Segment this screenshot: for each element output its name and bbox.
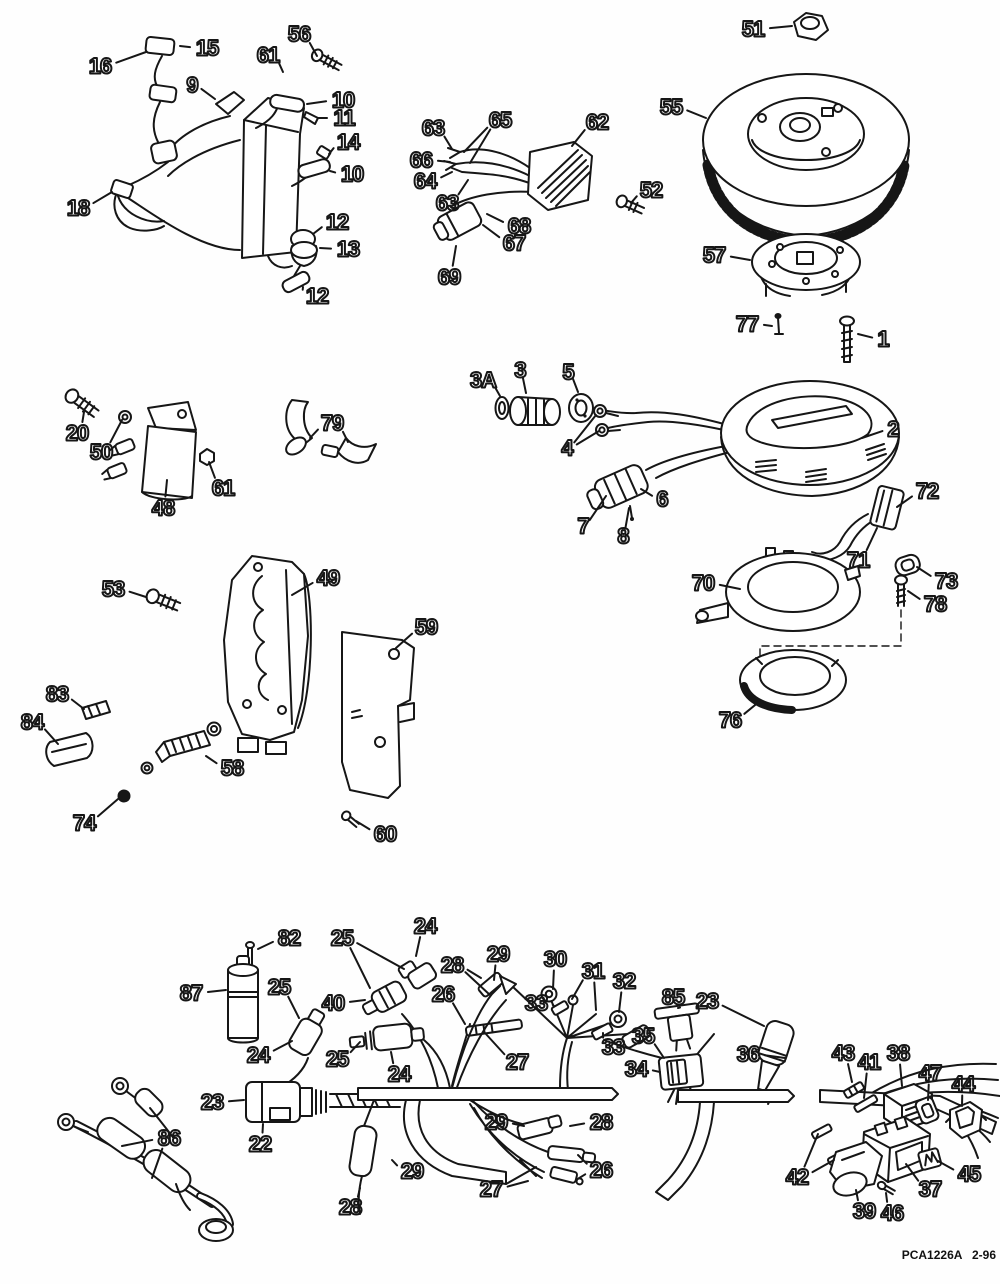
- callout-63-18: 63: [435, 190, 459, 216]
- callout-45-93: 45: [957, 1161, 981, 1187]
- leader-line-24-58: [416, 937, 420, 956]
- leader-line-52-22: [631, 196, 637, 203]
- flywheel-drawing: [703, 13, 909, 242]
- callout-4-31: 4: [561, 435, 573, 461]
- leader-line-16-0: [116, 52, 146, 63]
- leader-line-73-38: [917, 567, 931, 576]
- leader-line-23-76: [723, 1006, 764, 1026]
- pin-77-drawing: [775, 313, 784, 334]
- leader-line-29-69: [494, 965, 495, 980]
- callout-73-38: 73: [934, 568, 958, 594]
- leader-line-10-5: [307, 101, 326, 104]
- callout-12-10: 12: [325, 209, 349, 235]
- callout-57-25: 57: [702, 242, 726, 268]
- leader-line-87-56: [208, 990, 226, 992]
- leader-line-77-26: [764, 325, 772, 326]
- callout-27-84: 27: [479, 1176, 503, 1202]
- callout-24-63: 24: [246, 1042, 270, 1068]
- callout-31-71: 31: [581, 958, 605, 984]
- leader-line-12-10: [313, 227, 322, 234]
- callout-65-14: 65: [488, 107, 512, 133]
- leader-line-30-70: [553, 971, 554, 989]
- callout-77-26: 77: [735, 311, 759, 337]
- callout-18-9: 18: [66, 195, 90, 221]
- callout-58-52: 58: [220, 755, 244, 781]
- callout-7-34: 7: [577, 513, 589, 539]
- callout-1-27: 1: [877, 326, 889, 352]
- leader-line-78-40: [908, 591, 920, 599]
- callout-82-55: 82: [277, 925, 301, 951]
- callout-10-5: 10: [331, 87, 355, 113]
- callout-22-67: 22: [248, 1131, 272, 1157]
- callout-24-65: 24: [387, 1061, 411, 1087]
- callout-25-57: 25: [330, 925, 354, 951]
- callout-63-13: 63: [421, 115, 445, 141]
- leader-line-13-11: [320, 248, 331, 249]
- callout-42-92: 42: [785, 1164, 809, 1190]
- callout-70-39: 70: [691, 570, 715, 596]
- callout-26-83: 26: [589, 1157, 613, 1183]
- callout-25-64: 25: [325, 1046, 349, 1072]
- leader-line-40-61: [350, 1000, 365, 1002]
- callout-5-30: 5: [562, 359, 574, 385]
- leader-line-57-25: [731, 257, 750, 260]
- callout-64-17: 64: [413, 168, 437, 194]
- callout-66-16: 66: [409, 147, 433, 173]
- leader-line-64-17: [441, 172, 452, 177]
- leader-line-51-23: [770, 26, 792, 28]
- leader-line-62-15: [572, 130, 585, 146]
- leader-line-58-52: [206, 756, 217, 763]
- callout-29-69: 29: [486, 941, 510, 967]
- leader-line-47-90: [928, 1085, 929, 1100]
- leader-line-25-62: [288, 997, 299, 1018]
- leader-line-53-47: [130, 592, 146, 597]
- callout-12-12: 12: [305, 283, 329, 309]
- leader-line-61-3: [279, 64, 283, 72]
- leader-line-83-50: [72, 700, 84, 709]
- leader-line-5-30: [573, 379, 578, 392]
- callout-2-32: 2: [887, 416, 899, 442]
- callout-49-48: 49: [316, 565, 340, 591]
- callout-67-20: 67: [502, 230, 526, 256]
- leader-line-68-19: [487, 214, 503, 222]
- leader-line-32-72: [619, 992, 621, 1012]
- callout-44-91: 44: [951, 1071, 975, 1097]
- callout-40-61: 40: [321, 990, 345, 1016]
- callout-28-82: 28: [589, 1109, 613, 1135]
- leader-line-3A-28: [495, 388, 500, 396]
- leader-line-67-20: [483, 225, 499, 237]
- screw-1-drawing: [840, 317, 854, 363]
- leader-line-43-87: [848, 1064, 852, 1082]
- callout-61-3: 61: [256, 42, 280, 68]
- callout-3a-28: 3A: [469, 367, 497, 393]
- callout-69-21: 69: [437, 264, 461, 290]
- callout-10-8: 10: [340, 161, 364, 187]
- callout-87-56: 87: [179, 980, 203, 1006]
- leader-line-23-66: [229, 1100, 244, 1101]
- callout-68-19: 68: [507, 213, 531, 239]
- leader-line-60-54: [356, 821, 369, 829]
- callout-8-35: 8: [617, 523, 629, 549]
- leader-line-27-84: [506, 1167, 536, 1184]
- leader-line-15-1: [180, 46, 190, 47]
- callout-14-7: 14: [336, 129, 360, 155]
- callout-9-4: 9: [186, 72, 198, 98]
- callout-35-77: 35: [631, 1023, 655, 1049]
- callout-61-45: 61: [211, 475, 235, 501]
- leader-line-4-31: [577, 431, 599, 444]
- leader-line-25-57: [357, 943, 404, 969]
- callout-85-75: 85: [661, 984, 685, 1010]
- leader-line-9-4: [201, 89, 215, 99]
- callout-39-95: 39: [852, 1198, 876, 1224]
- leader-line-33-73: [553, 1005, 554, 1006]
- callout-84-51: 84: [20, 709, 44, 735]
- leader-line-74-53: [98, 799, 118, 816]
- callout-6-33: 6: [656, 486, 668, 512]
- callout-26-60: 26: [431, 981, 455, 1007]
- leader-line-29-85: [392, 1160, 397, 1165]
- stator-drawing: [496, 381, 900, 521]
- callout-53-47: 53: [101, 576, 125, 602]
- callout-29-81: 29: [484, 1109, 508, 1135]
- callout-36-79: 36: [736, 1041, 760, 1067]
- leader-line-55-24: [687, 110, 706, 118]
- callout-37-94: 37: [918, 1176, 942, 1202]
- callout-46-96: 46: [880, 1200, 904, 1226]
- callout-59-49: 59: [414, 614, 438, 640]
- leader-line-79-46: [310, 430, 318, 438]
- callout-25-62: 25: [267, 974, 291, 1000]
- callout-62-15: 62: [585, 109, 609, 135]
- callout-47-90: 47: [918, 1060, 942, 1086]
- callout-33-73: 33: [524, 990, 548, 1016]
- callout-60-54: 60: [373, 821, 397, 847]
- callout-34-78: 34: [624, 1056, 648, 1082]
- callout-51-23: 51: [741, 16, 765, 42]
- callout-20-42: 20: [65, 420, 89, 446]
- callout-86-68: 86: [157, 1125, 181, 1151]
- callout-30-70: 30: [543, 946, 567, 972]
- callout-32-72: 32: [612, 968, 636, 994]
- callout-29-85: 29: [400, 1158, 424, 1184]
- callout-79-46: 79: [320, 410, 344, 436]
- callout-50-43: 50: [89, 439, 113, 465]
- callout-3-29: 3: [514, 357, 526, 383]
- callout-52-22: 52: [639, 177, 663, 203]
- callout-28-59: 28: [440, 952, 464, 978]
- leader-line-82-55: [258, 942, 273, 949]
- callout-15-1: 15: [195, 35, 219, 61]
- leader-line-1-27: [858, 334, 872, 338]
- leader-line-26-60: [453, 1003, 465, 1024]
- leader-line-28-82: [570, 1123, 584, 1126]
- callout-43-87: 43: [831, 1040, 855, 1066]
- callout-23-66: 23: [200, 1089, 224, 1115]
- callout-23-76: 23: [695, 988, 719, 1014]
- leader-line-38-89: [900, 1064, 902, 1086]
- leader-line-66-16: [438, 161, 450, 162]
- callout-72-36: 72: [915, 478, 939, 504]
- callout-16-0: 16: [88, 53, 112, 79]
- callout-11-6: 11: [333, 105, 355, 131]
- callout-41-88: 41: [857, 1049, 881, 1075]
- callout-76-41: 76: [718, 707, 742, 733]
- callout-74-53: 74: [72, 810, 96, 836]
- callout-71-37: 71: [846, 547, 870, 573]
- callout-33-74: 33: [601, 1034, 625, 1060]
- leader-line-31-71: [594, 983, 596, 1010]
- timer-base-drawing: [696, 485, 922, 710]
- leader-line-27-80: [485, 1033, 504, 1054]
- leader-line-63-18: [458, 180, 468, 194]
- leader-line-25-57: [350, 948, 370, 988]
- part-code: PCA1226A 2-96: [901, 1248, 996, 1262]
- callout-56-2: 56: [287, 21, 311, 47]
- callout-78-40: 78: [923, 591, 947, 617]
- callout-24-58: 24: [413, 913, 437, 939]
- callout-48-44: 48: [151, 495, 175, 521]
- callout-28-86: 28: [338, 1194, 362, 1220]
- callout-55-24: 55: [659, 94, 683, 120]
- leader-line-69-21: [453, 246, 456, 266]
- leader-line-42-92: [804, 1134, 818, 1167]
- callout-27-80: 27: [505, 1049, 529, 1075]
- leader-line-18-9: [93, 192, 112, 203]
- coil-plate-assembly-drawing: [110, 37, 331, 294]
- leader-line-10-8: [330, 171, 335, 172]
- flywheel-retainer-drawing: [752, 234, 860, 296]
- callout-83-50: 83: [45, 681, 69, 707]
- callout-38-89: 38: [886, 1040, 910, 1066]
- callout-13-11: 13: [336, 236, 360, 262]
